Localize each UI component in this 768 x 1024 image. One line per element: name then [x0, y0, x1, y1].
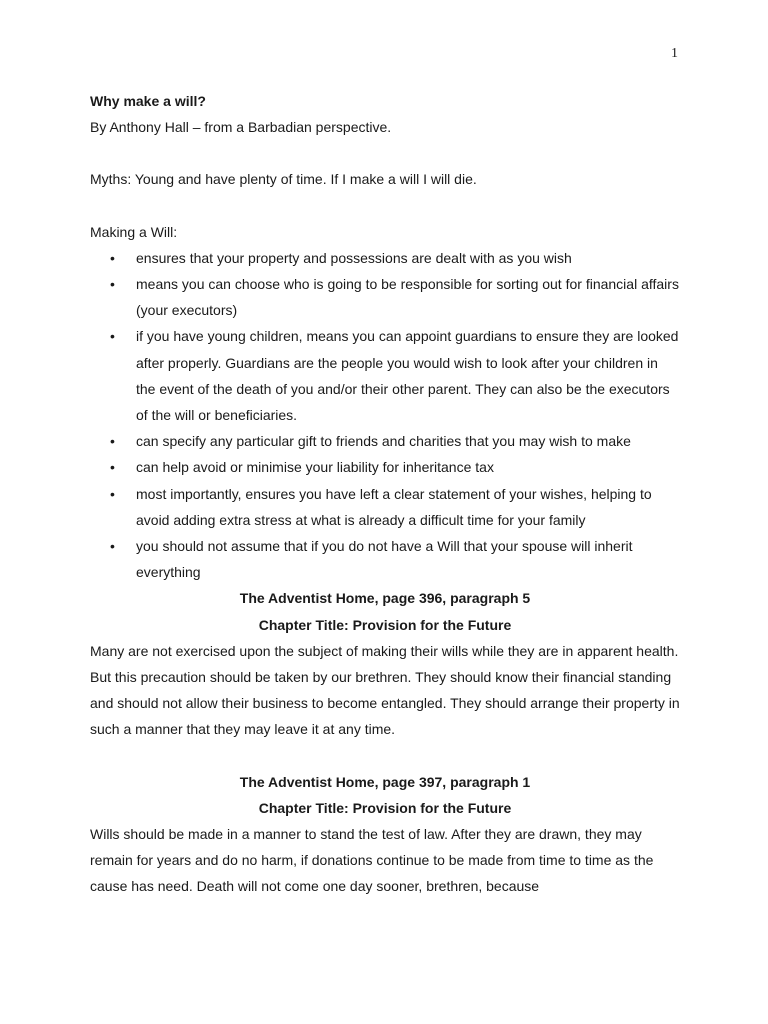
spacer [90, 140, 680, 166]
myths-line: Myths: Young and have plenty of time. If I make a will I will die. [90, 171, 477, 188]
quote2-text: Wills should be made in a manner to stand the test of law. After they are drawn, they may remain for years and do no harm, if donations continue to be made from time to time as the cause has need. Death will not come one day sooner, brethren, because [90, 826, 654, 895]
spacer [90, 193, 680, 219]
list-item: • can specify any particular gift to friends and charities that you may wish to make [136, 428, 680, 454]
document-title: Why make a will? [90, 93, 206, 109]
spacer [90, 743, 680, 769]
byline: By Anthony Hall – from a Barbadian perspective. [90, 119, 392, 136]
list-item: • if you have young children, means you can appoint guardians to ensure they are looked after properly. Guardians are the people you would wish to look after your children in the event of the death of you and/or their other parent. They can also be the executors of the will or beneficiaries. [136, 323, 680, 428]
quote2-chapter: Chapter Title: Provision for the Future [258, 799, 512, 816]
quote1-text: Many are not exercised upon the subject of making their wills while they are in apparent health. But this precaution should be taken by our brethren. They should know their financial standing and should not allow their business to become entangled. They should arrange their property in such a manner that they may leave it at any time. [90, 642, 680, 738]
page-number: 1 [671, 46, 678, 61]
quote1-source: The Adventist Home, page 396, paragraph 5 [239, 590, 531, 607]
list-item: • can help avoid or minimise your liability for inheritance tax [136, 454, 680, 480]
quote2-source: The Adventist Home, page 397, paragraph 1 [239, 773, 531, 790]
quote1-chapter: Chapter Title: Provision for the Future [258, 616, 512, 633]
making-a-will-heading: Making a Will: [90, 223, 178, 240]
list-item: • ensures that your property and possessions are dealt with as you wish [136, 245, 680, 271]
list-item: • most importantly, ensures you have left a clear statement of your wishes, helping to avoid adding extra stress at what is already a difficult time for your family [136, 481, 680, 533]
list-item: • you should not assume that if you do not have a Will that your spouse will inherit everything [136, 533, 680, 585]
list-item: • means you can choose who is going to be responsible for sorting out for financial affairs (your executors) [136, 271, 680, 323]
document-body [90, 88, 680, 900]
making-a-will-list [90, 245, 680, 586]
